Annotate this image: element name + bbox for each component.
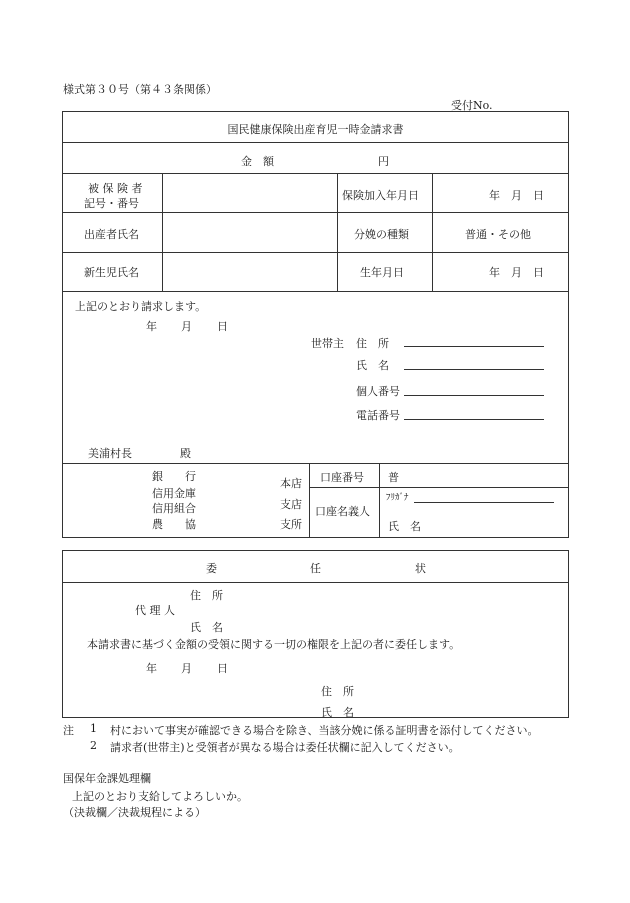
form-title: 国民健康保険出産育児一時金請求書 xyxy=(227,123,404,136)
account-number-label: 口座番号 xyxy=(320,471,364,484)
request-date-year: 年 xyxy=(146,320,157,333)
amount-label: 金 額 xyxy=(241,155,274,168)
delivery-type-label: 分娩の種類 xyxy=(354,228,409,241)
amount-unit: 円 xyxy=(378,155,389,168)
addressee: 美浦村長 xyxy=(88,447,132,460)
bank-type-kumiai: 信用組合 xyxy=(152,502,196,515)
personal-number-field[interactable] xyxy=(404,395,544,396)
insured-label: 被 保 険 者 xyxy=(88,182,143,195)
request-date-month: 月 xyxy=(181,320,192,333)
delegation-title-char-1: 委 xyxy=(206,562,217,575)
delegation-title-char-2: 任 xyxy=(310,562,321,575)
receipt-number-label: 受付No. xyxy=(451,99,493,112)
delivery-type-value[interactable]: 普通・その他 xyxy=(465,228,531,241)
holder-name-label: 氏 名 xyxy=(388,520,421,533)
request-form xyxy=(62,111,569,538)
agent-label: 代 理 人 xyxy=(135,604,175,617)
furigana-label: ﾌﾘｶﾞﾅ xyxy=(386,493,409,503)
personal-number-label: 個人番号 xyxy=(356,385,400,398)
delegation-date-month: 月 xyxy=(181,662,192,675)
note-1-number: 1 xyxy=(90,722,97,735)
addressee-honorific: 殿 xyxy=(180,447,191,460)
householder-address-label: 住 所 xyxy=(356,337,389,350)
branch-type-office: 支所 xyxy=(280,518,302,531)
birth-date-value[interactable]: 年 月 日 xyxy=(489,266,544,279)
branch-type-branch: 支店 xyxy=(280,498,302,511)
newborn-name-label: 新生児氏名 xyxy=(84,266,139,279)
delegator-name-label: 氏 名 xyxy=(321,706,354,719)
householder-name-label: 氏 名 xyxy=(356,359,389,372)
note-1-text: 村において事実が確認できる場合を除き、当該分娩に係る証明書を添付してください。 xyxy=(110,724,539,737)
delegation-statement: 本請求書に基づく金額の受領に関する一切の権限を上記の者に委任します。 xyxy=(87,638,461,651)
account-type: 普 xyxy=(388,471,399,484)
householder-label: 世帯主 xyxy=(311,337,344,350)
birth-date-label: 生年月日 xyxy=(360,266,404,279)
request-statement: 上記のとおり請求します。 xyxy=(75,300,207,313)
processing-line-1: 上記のとおり支給してよろしいか。 xyxy=(72,790,248,803)
delegation-date-year: 年 xyxy=(146,662,157,675)
delegator-address-label: 住 所 xyxy=(321,685,354,698)
agent-name-label: 氏 名 xyxy=(190,621,223,634)
bank-type-bank: 銀 行 xyxy=(152,470,196,483)
branch-type-head: 本店 xyxy=(280,477,302,490)
account-holder-label: 口座名義人 xyxy=(315,505,370,518)
join-date-label: 保険加入年月日 xyxy=(342,189,419,202)
phone-label: 電話番号 xyxy=(356,409,400,422)
insured-label-sub: 記号・番号 xyxy=(84,197,139,210)
form-number: 様式第３０号（第４３条関係） xyxy=(63,83,217,96)
householder-name-field[interactable] xyxy=(404,369,544,370)
processing-line-2: （決裁欄／決裁規程による） xyxy=(63,806,206,819)
processing-title: 国保年金課処理欄 xyxy=(63,772,151,785)
bank-type-nokyo: 農 協 xyxy=(152,518,196,531)
agent-address-label: 住 所 xyxy=(190,589,223,602)
delegation-date-day: 日 xyxy=(217,662,228,675)
birth-parent-label: 出産者氏名 xyxy=(84,228,139,241)
request-date-day: 日 xyxy=(217,320,228,333)
bank-type-shinkin: 信用金庫 xyxy=(152,487,196,500)
join-date-value[interactable]: 年 月 日 xyxy=(489,189,544,202)
phone-field[interactable] xyxy=(404,419,544,420)
notes-prefix: 注 xyxy=(63,724,74,737)
householder-address-field[interactable] xyxy=(404,346,544,347)
delegation-title-char-3: 状 xyxy=(415,562,426,575)
note-2-text: 請求者(世帯主)と受領者が異なる場合は委任状欄に記入してください。 xyxy=(110,741,460,754)
furigana-field[interactable] xyxy=(414,502,554,503)
note-2-number: 2 xyxy=(90,739,97,752)
